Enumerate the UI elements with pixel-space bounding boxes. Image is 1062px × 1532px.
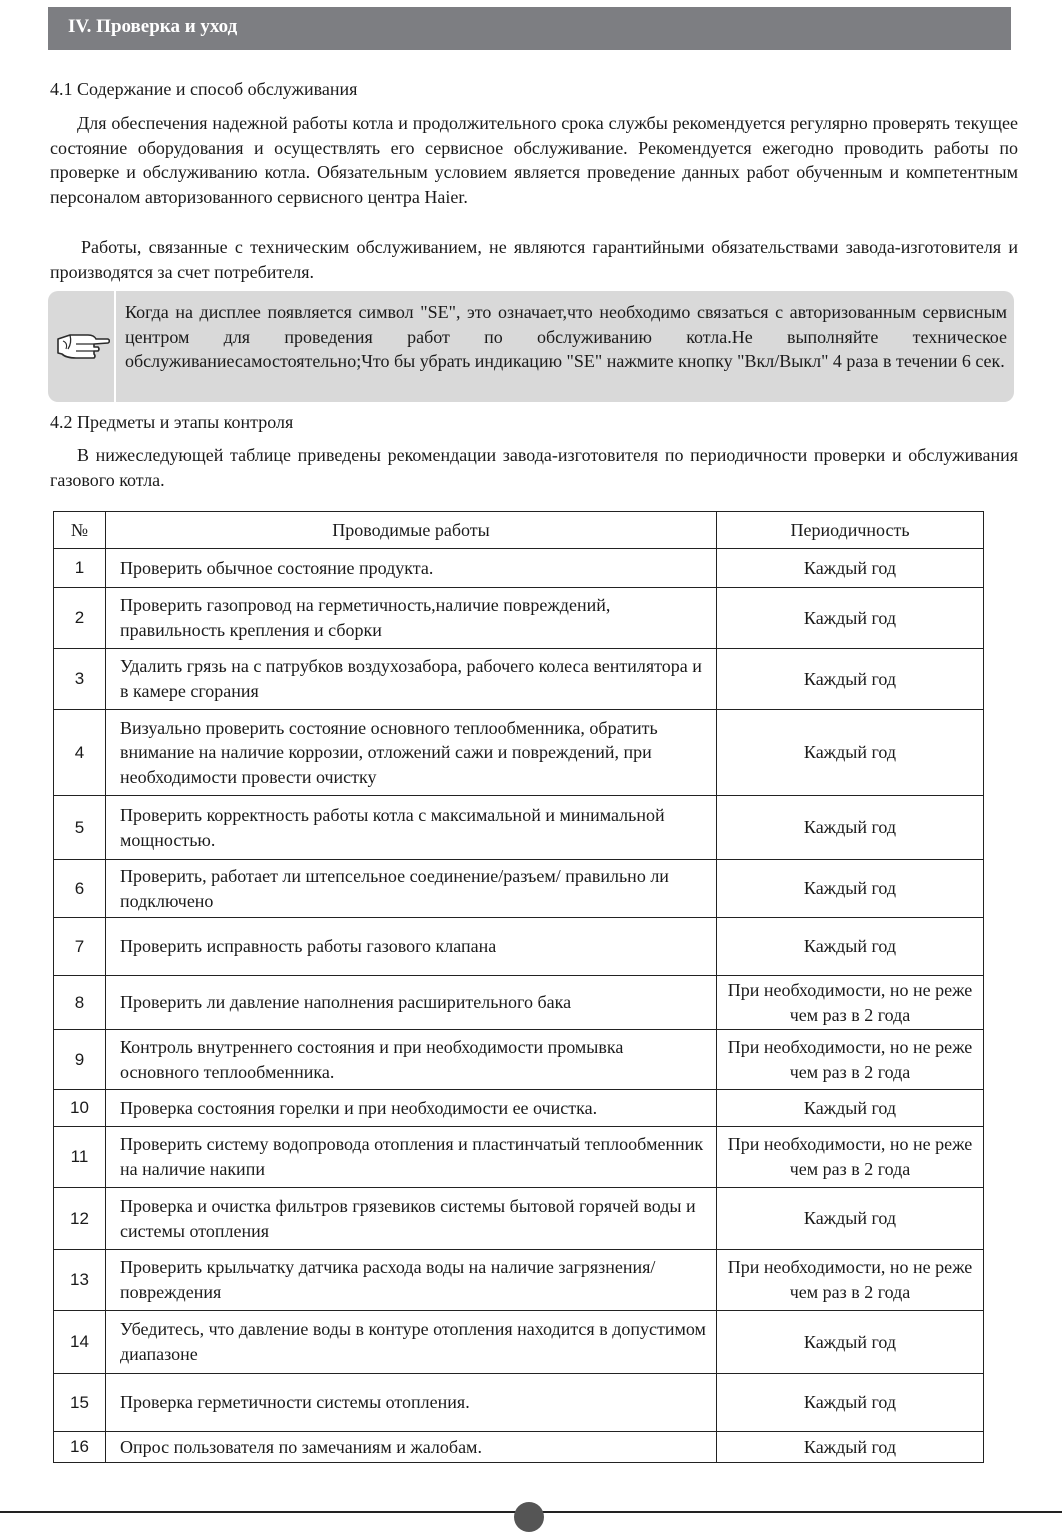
row-period: Каждый год [717, 1311, 984, 1374]
table-row [54, 710, 984, 796]
row-number: 16 [54, 1432, 106, 1463]
table-header-row [54, 512, 984, 549]
table-row [54, 1374, 984, 1432]
row-number: 10 [54, 1090, 106, 1127]
table-row [54, 860, 984, 918]
paragraph-warranty: Работы, связанные с техническим обслуживанием, не являются гарантийными обязательствами завода-изготовителя и производятся за счет потребителя. [50, 237, 1018, 282]
table-row [54, 588, 984, 649]
row-number: 9 [54, 1030, 106, 1090]
row-work: Контроль внутреннего состояния и при необходимости промывка основного теплообменника. [106, 1030, 717, 1090]
row-period: Каждый год [717, 918, 984, 976]
row-period: Каждый год [717, 796, 984, 860]
row-period: При необходимости, но не реже чем раз в 2 года [717, 1030, 984, 1090]
note-text: Когда на дисплее появляется символ "SE", это означает,что необходимо связаться с авторизованным сервисным центром для проведения работ по обслуживанию котла.Не выполняйте техническое обслуживаниесамостоятельно;Что бы убрать индикацию "SE" нажмите кнопку "Вкл/Выкл" 4 раза в течении 6 сек. [125, 302, 1007, 372]
pointing-hand-icon [54, 327, 110, 363]
note-box [48, 291, 1014, 402]
row-work: Визуально проверить состояние основного теплообменника, обратить внимание на наличие коррозии, отложений сажи и повреждений, при необходимости провести очистку [106, 710, 717, 796]
row-period: Каждый год [717, 710, 984, 796]
row-work: Проверка герметичности системы отопления. [106, 1374, 717, 1432]
row-period: Каждый год [717, 588, 984, 649]
table-row [54, 1432, 984, 1463]
table-row [54, 1127, 984, 1188]
row-number: 1 [54, 549, 106, 588]
row-work: Проверка и очистка фильтров грязевиков системы бытовой горячей воды и системы отопления [106, 1188, 717, 1250]
row-work: Убедитесь, что давление воды в контуре отопления находится в допустимом диапазоне [106, 1311, 717, 1374]
table-row [54, 1090, 984, 1127]
table-row [54, 976, 984, 1030]
row-period: Каждый год [717, 1188, 984, 1250]
row-work: Проверка состояния горелки и при необходимости ее очистка. [106, 1090, 717, 1127]
row-period: При необходимости, но не реже чем раз в 2 года [717, 1127, 984, 1188]
row-number: 3 [54, 649, 106, 710]
table-row [54, 1311, 984, 1374]
table-row [54, 649, 984, 710]
row-number: 6 [54, 860, 106, 918]
row-period: Каждый год [717, 1432, 984, 1463]
row-number: 7 [54, 918, 106, 976]
row-number: 15 [54, 1374, 106, 1432]
row-number: 12 [54, 1188, 106, 1250]
section-header-bar [48, 7, 1011, 50]
row-work: Проверить газопровод на герметичность,наличие повреждений, правильность крепления и сборки [106, 588, 717, 649]
row-period: Каждый год [717, 549, 984, 588]
row-number: 8 [54, 976, 106, 1030]
table-row [54, 1250, 984, 1311]
row-number: 2 [54, 588, 106, 649]
row-work: Проверить, работает ли штепсельное соединение/разъем/ правильно ли подключено [106, 860, 717, 918]
header-period: Периодичность [717, 512, 984, 549]
row-work: Проверить исправность работы газового клапана [106, 918, 717, 976]
row-period: Каждый год [717, 1374, 984, 1432]
table-row [54, 1030, 984, 1090]
row-work: Проверить систему водопровода отопления и пластинчатый теплообменник на наличие накипи [106, 1127, 717, 1188]
row-number: 13 [54, 1250, 106, 1311]
row-work: Проверить обычное состояние продукта. [106, 549, 717, 588]
row-work: Проверить крыльчатку датчика расхода воды на наличие загрязнения/повреждения [106, 1250, 717, 1311]
row-number: 5 [54, 796, 106, 860]
row-period: Каждый год [717, 649, 984, 710]
maintenance-table [53, 511, 984, 1463]
row-work: Проверить корректность работы котла с максимальной и минимальной мощностью. [106, 796, 717, 860]
table-row [54, 549, 984, 588]
table-row [54, 918, 984, 976]
table-row [54, 1188, 984, 1250]
row-period: При необходимости, но не реже чем раз в 2 года [717, 976, 984, 1030]
note-divider [114, 291, 116, 402]
row-period: При необходимости, но не реже чем раз в 2 года [717, 1250, 984, 1311]
subsection-title-4-1: 4.1 Содержание и способ обслуживания [50, 79, 358, 99]
row-work: Опрос пользователя по замечаниям и жалобам. [106, 1432, 717, 1463]
row-work: Проверить ли давление наполнения расширительного бака [106, 976, 717, 1030]
row-number: 11 [54, 1127, 106, 1188]
table-row [54, 796, 984, 860]
row-period: Каждый год [717, 860, 984, 918]
section-title: IV. Проверка и уход [68, 16, 238, 37]
row-period: Каждый год [717, 1090, 984, 1127]
header-work: Проводимые работы [106, 512, 717, 549]
page-number-badge [514, 1502, 544, 1532]
row-work: Удалить грязь на с патрубков воздухозабора, рабочего колеса вентилятора и в камере сгорания [106, 649, 717, 710]
row-number: 4 [54, 710, 106, 796]
paragraph-table-intro: В нижеследующей таблице приведены рекомендации завода-изготовителя по периодичности проверки и обслуживания газового котла. [50, 445, 1018, 490]
header-num: № [54, 512, 106, 549]
row-number: 14 [54, 1311, 106, 1374]
subsection-title-4-2: 4.2 Предметы и этапы контроля [50, 412, 294, 432]
paragraph-maintenance-intro: Для обеспечения надежной работы котла и продолжительного срока службы рекомендуется регулярно проверять текущее состояние оборудования и осуществлять его сервисное обслуживание. Рекомендуется ежегодно проводить работы по проверке и обслуживанию котла. Обязательным условием является проведение данных работ обученным и компетентным персоналом авторизованного сервисного центра Haier. [50, 113, 1018, 207]
